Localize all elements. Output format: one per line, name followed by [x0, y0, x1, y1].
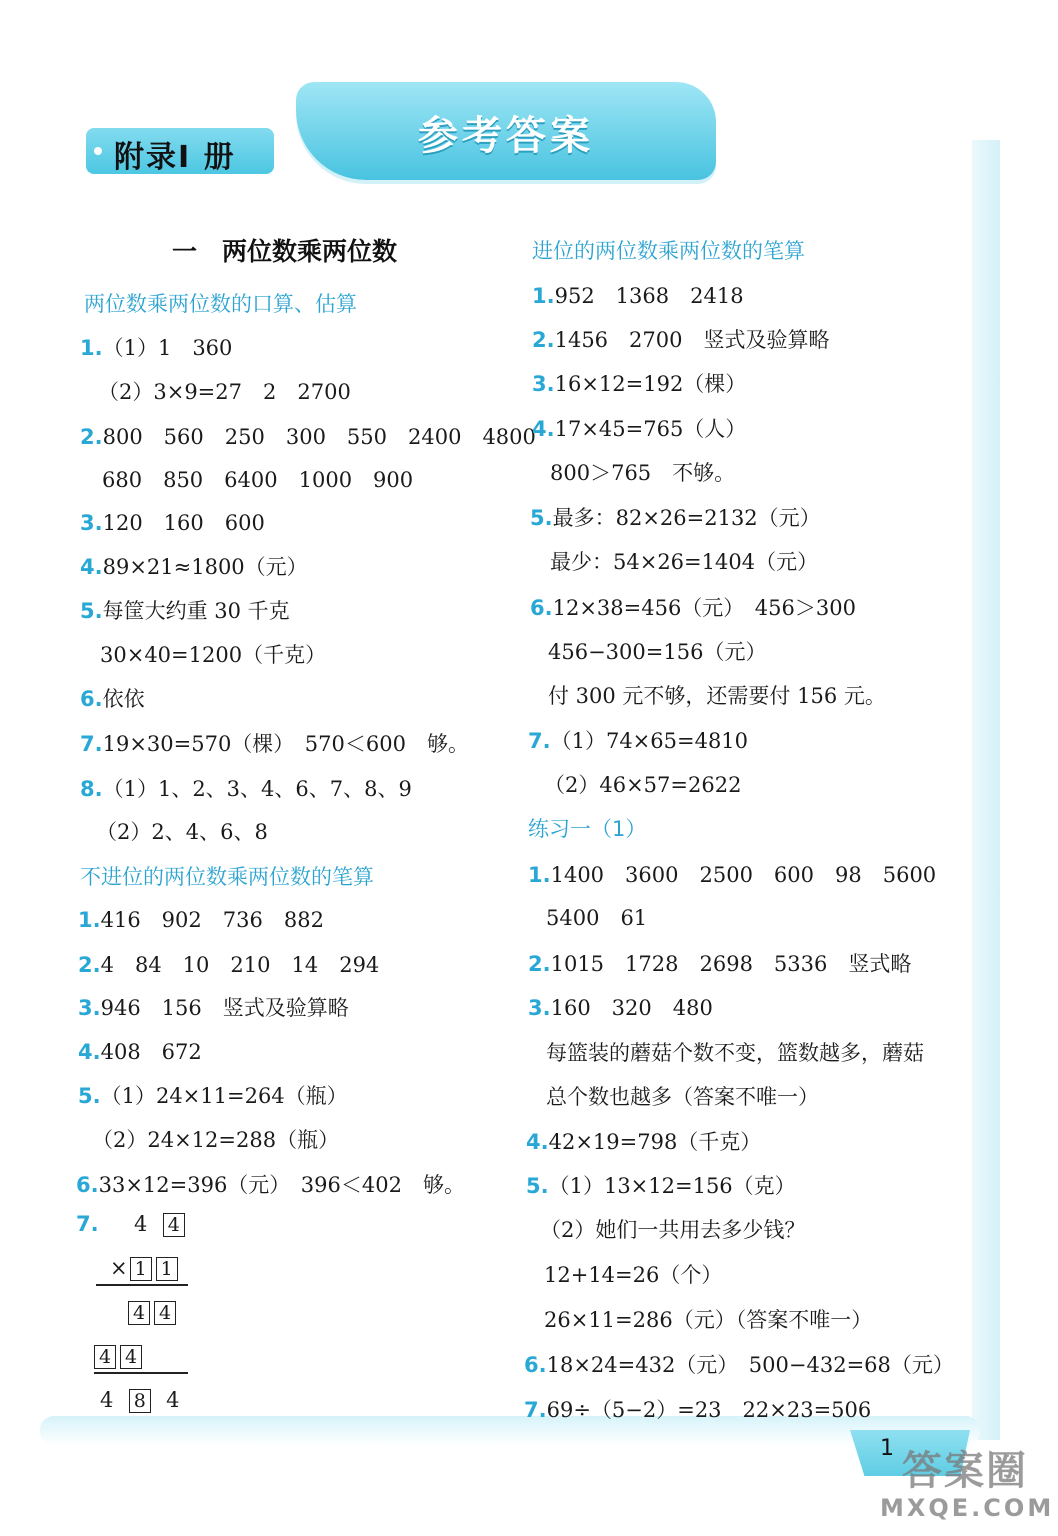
answer-line: 680 850 6400 1000 900	[102, 468, 414, 492]
answer-text: 1456 2700 竖式及验算略	[554, 328, 830, 352]
answer-number: 1.	[78, 908, 101, 932]
answer-number: 1.	[528, 863, 551, 887]
answer-line	[80, 595, 290, 625]
answer-line: 每篮装的蘑菇个数不变，篮数越多，蘑菇	[546, 1041, 924, 1065]
answer-line: （2）3×9=27 2 2700	[98, 380, 351, 404]
section-title: 练习一（1）	[528, 817, 647, 841]
answer-number: 8.	[80, 777, 103, 801]
answer-number: 4.	[80, 555, 103, 579]
calc-box: 4	[120, 1345, 142, 1369]
answer-number: 7.	[524, 1398, 547, 1422]
answer-text: 18×24=432（元） 500−432=68（元）	[546, 1353, 954, 1377]
answer-number: 5.	[530, 506, 553, 530]
answer-line: （2）46×57=2622	[544, 773, 742, 797]
answer-text: 4 84 10 210 14 294	[100, 953, 380, 977]
answer-text: 69÷（5−2）=23 22×23=506	[546, 1398, 872, 1422]
watermark-url: MXQE.COM	[880, 1494, 1055, 1522]
answer-text: （1）74×65=4810	[550, 729, 749, 753]
answer-text: 依依	[102, 687, 145, 711]
answer-number: 2.	[80, 425, 103, 449]
answer-text: 1400 3600 2500 600 98 5600	[550, 863, 937, 887]
answer-text: 19×30=570（棵） 570＜600 够。	[102, 732, 469, 756]
answer-line	[526, 1126, 761, 1156]
answer-line	[80, 773, 412, 803]
vertical-calc-row	[126, 1300, 178, 1325]
answer-line	[526, 1170, 796, 1200]
answer-line	[532, 324, 829, 354]
answer-line	[528, 948, 911, 978]
answer-text: 408 672	[100, 1040, 202, 1064]
calc-box: 8	[129, 1389, 151, 1413]
answer-number: 7.	[528, 729, 551, 753]
answer-number: 5.	[80, 599, 103, 623]
answer-line	[78, 1080, 348, 1110]
answer-text: （1）1 360	[102, 336, 233, 360]
answer-number: 4.	[532, 417, 555, 441]
answer-number: 1.	[532, 284, 555, 308]
answer-line	[78, 992, 349, 1022]
vertical-calc-row	[134, 1212, 187, 1237]
answer-line: 付 300 元不够，还需要付 156 元。	[548, 684, 886, 708]
answer-text: 160 320 480	[550, 996, 713, 1020]
answer-line	[528, 992, 713, 1022]
answer-line	[532, 368, 746, 398]
answer-text: 每筐大约重 30 千克	[102, 599, 290, 623]
answer-line	[524, 1394, 871, 1424]
answer-number: 1.	[80, 336, 103, 360]
answer-line	[80, 507, 265, 537]
answer-line: 12+14=26（个）	[544, 1263, 723, 1287]
calc-digit: 4	[100, 1388, 114, 1412]
answer-text: （1）1、2、3、4、6、7、8、9	[102, 777, 412, 801]
answer-line	[530, 502, 821, 532]
answer-number: 3.	[78, 996, 101, 1020]
answer-text: （1）24×11=264（瓶）	[100, 1084, 348, 1108]
answer-number: 6.	[76, 1173, 99, 1197]
answer-number: 3.	[532, 372, 555, 396]
answer-line: 800＞765 不够。	[550, 461, 736, 485]
calc-box: 1	[156, 1257, 178, 1281]
answer-line	[80, 551, 308, 581]
answer-text: 416 902 736 882	[100, 908, 324, 932]
bullet-icon	[94, 147, 102, 155]
answer-line: （2）2、4、6、8	[96, 820, 268, 844]
answer-line	[532, 413, 746, 443]
answer-line: 456−300=156（元）	[548, 640, 767, 664]
answer-number: 3.	[80, 511, 103, 535]
answer-line: 5400 61	[546, 906, 648, 930]
chapter-title: 一 两位数乘两位数	[172, 237, 398, 266]
calc-box: 4	[163, 1213, 185, 1237]
answer-line	[78, 1036, 202, 1066]
answer-number: 2.	[528, 952, 551, 976]
answer-line: （2）24×12=288（瓶）	[92, 1128, 340, 1152]
answer-line: 26×11=286（元）（答案不唯一）	[544, 1308, 873, 1332]
calc-digit: 4	[166, 1388, 180, 1412]
multiply-sign: ×	[110, 1256, 128, 1280]
answer-text: 16×12=192（棵）	[554, 372, 747, 396]
answer-text: 946 156 竖式及验算略	[100, 996, 349, 1020]
answer-text: 最多：82×26=2132（元）	[552, 506, 821, 530]
answer-line	[528, 725, 748, 755]
answer-text: 1015 1728 2698 5336 竖式略	[550, 952, 912, 976]
answer-text: 800 560 250 300 550 2400 4800	[102, 425, 536, 449]
answer-number: 7.	[76, 1212, 99, 1236]
calc-box: 4	[154, 1301, 176, 1325]
watermark	[880, 1448, 1055, 1528]
answer-number: 4.	[78, 1040, 101, 1064]
watermark-logo-text: 答案圈	[902, 1448, 1028, 1494]
answer-text: 33×12=396（元） 396＜402 够。	[98, 1173, 465, 1197]
calc-rule	[96, 1284, 188, 1286]
answer-number: 4.	[526, 1130, 549, 1154]
answer-text: 17×45=765（人）	[554, 417, 747, 441]
answer-number: 6.	[524, 1353, 547, 1377]
section-title: 不进位的两位数乘两位数的笔算	[80, 865, 374, 889]
answer-line	[76, 1169, 465, 1199]
answer-line	[78, 904, 324, 934]
answer-line	[78, 949, 379, 979]
appendix-tab	[86, 128, 274, 174]
section-title: 进位的两位数乘两位数的笔算	[532, 239, 805, 263]
answer-number: 5.	[526, 1174, 549, 1198]
title-banner	[296, 82, 716, 180]
answer-text: 12×38=456（元） 456＞300	[552, 596, 856, 620]
answer-text: （1）13×12=156（克）	[548, 1174, 796, 1198]
answer-number: 2.	[78, 953, 101, 977]
answer-number: 7.	[80, 732, 103, 756]
calc-box: 4	[94, 1345, 116, 1369]
answer-line	[530, 592, 856, 622]
answer-line	[528, 859, 936, 889]
answer-number: 5.	[78, 1084, 101, 1108]
answer-text: 89×21≈1800（元）	[102, 555, 308, 579]
answer-line	[80, 421, 536, 451]
answer-number: 3.	[528, 996, 551, 1020]
answer-line	[532, 280, 744, 310]
answer-number: 6.	[530, 596, 553, 620]
page-title: 参考答案	[418, 113, 594, 159]
vertical-calc-row	[92, 1344, 144, 1369]
answer-text: 42×19=798（千克）	[548, 1130, 762, 1154]
vertical-calc-row	[100, 1388, 179, 1413]
calc-rule	[94, 1372, 188, 1374]
appendix-label: 附录Ⅰ 册	[114, 140, 236, 175]
answer-line: 总个数也越多（答案不唯一）	[546, 1085, 819, 1109]
vertical-calc-row	[110, 1256, 180, 1281]
answer-line	[80, 728, 469, 758]
page-number: 1	[880, 1436, 894, 1461]
answer-text: 120 160 600	[102, 511, 265, 535]
answer-number: 6.	[80, 687, 103, 711]
answer-text: 952 1368 2418	[554, 284, 744, 308]
answer-number: 2.	[532, 328, 555, 352]
answer-line: 30×40=1200（千克）	[100, 643, 327, 667]
answer-line: （2）她们一共用去多少钱？	[540, 1218, 806, 1242]
calc-box: 1	[130, 1257, 152, 1281]
answer-line	[80, 683, 145, 713]
answer-line	[80, 332, 232, 362]
calc-box: 4	[128, 1301, 150, 1325]
right-decor-band	[972, 140, 1000, 1440]
vertical-calc-number	[76, 1212, 99, 1236]
calc-digit: 4	[134, 1212, 148, 1236]
answer-line	[524, 1349, 954, 1379]
answer-line: 最少：54×26=1404（元）	[550, 550, 819, 574]
section-title: 两位数乘两位数的口算、估算	[84, 292, 357, 316]
